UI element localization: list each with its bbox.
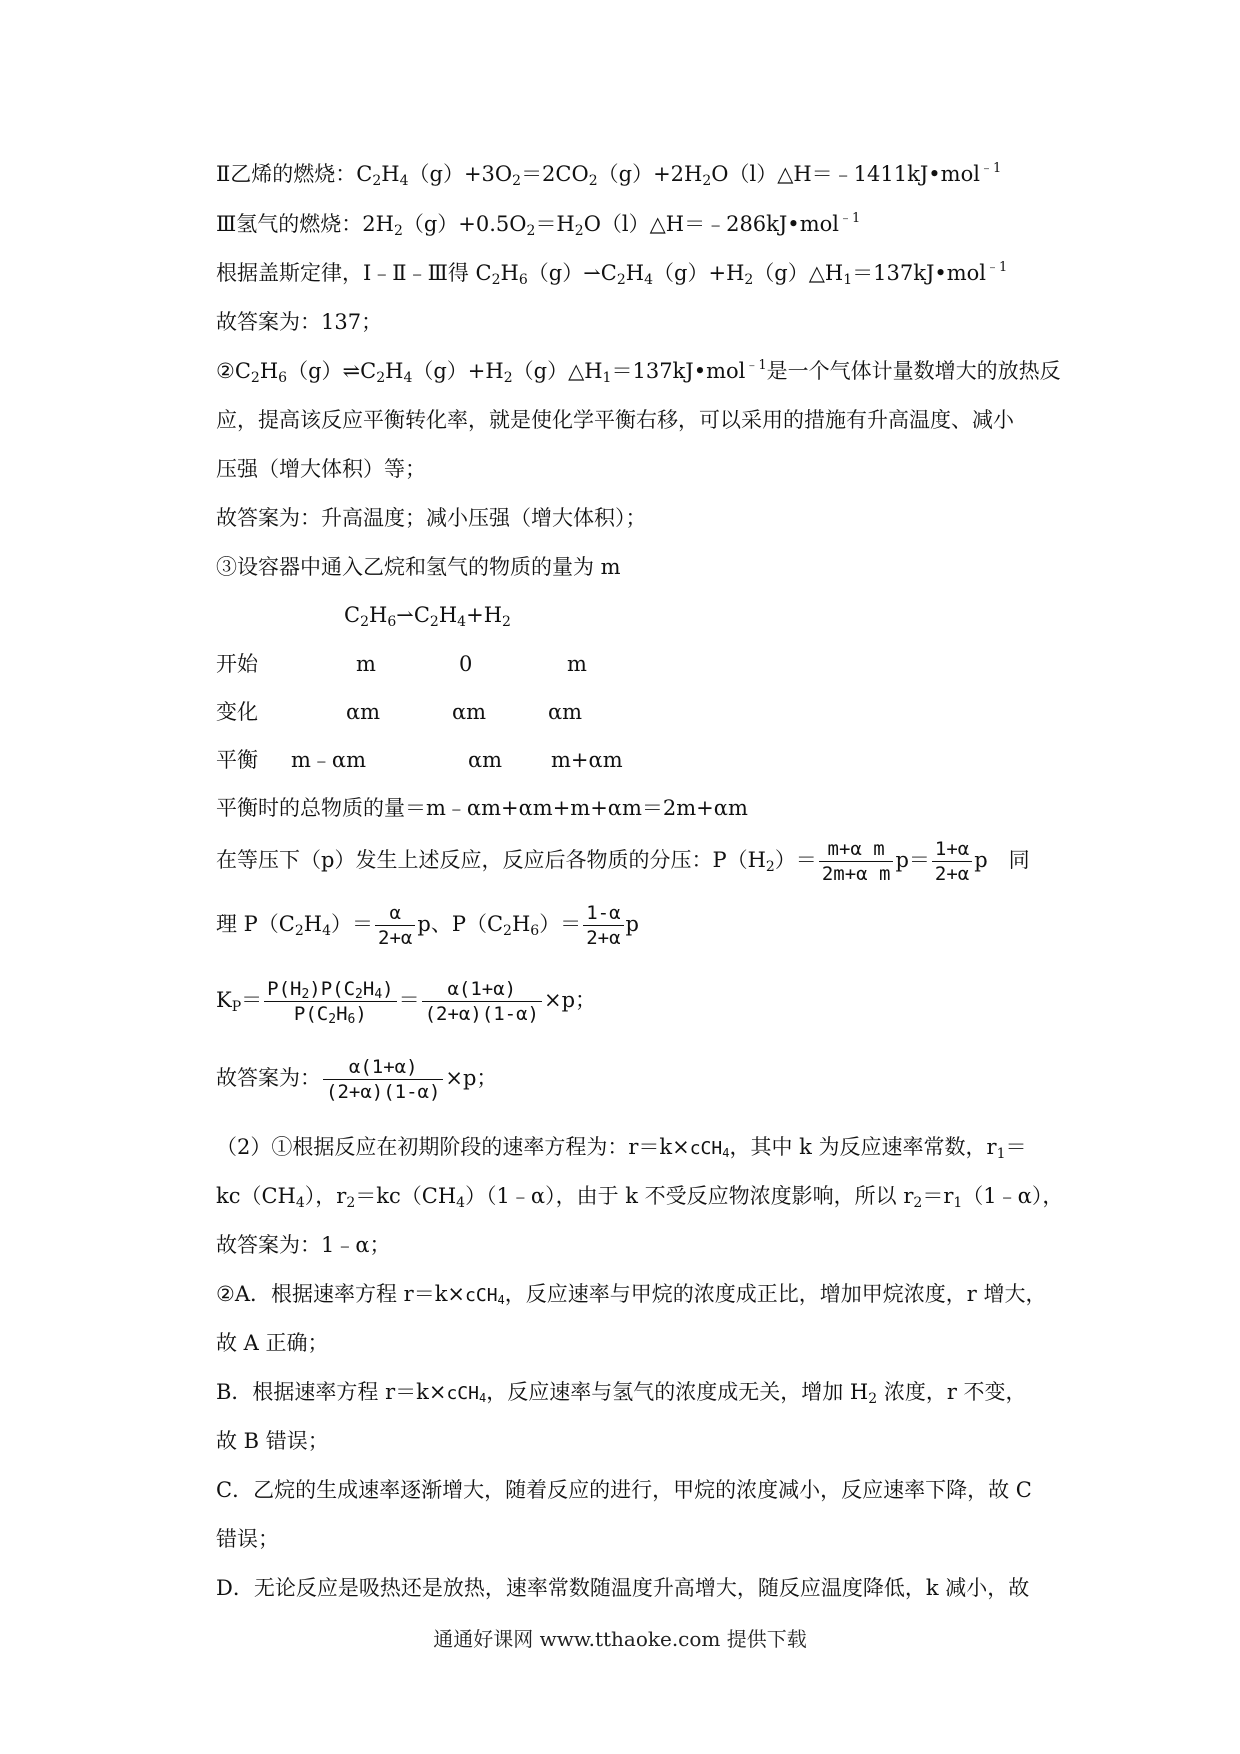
line-option-c-result: 错误； bbox=[216, 1527, 279, 1551]
ice-cell: m+αm bbox=[551, 748, 623, 772]
line-option-b-result: 故 B 错误； bbox=[216, 1429, 329, 1453]
line-answer-conditions: 故答案为：升高温度；减小压强（增大体积）； bbox=[216, 506, 647, 530]
ice-row-label: 开始 bbox=[216, 652, 258, 676]
line-equilibrium-reaction: $②C_2H_6(g)\rightleftharpoons C_2H_4(g)+H_2(g)\triangle H_1=137kJ•mol^{﹣1}$是一个气体计量数增大的放热反 bbox=[216, 358, 1061, 386]
line-paragraph-text: 压强（增大体积）等； bbox=[216, 457, 426, 481]
line-answer-kp: 故答案为： $\frac{\alpha(1+\alpha)}{(2+\alpha)(1-\alpha)}$ ×p； bbox=[216, 1056, 498, 1103]
line-option-d: D．无论反应是吸热还是放热，速率常数随温度升高增大，随反应温度降低，k 减小，故 bbox=[216, 1576, 1030, 1600]
fraction: $\frac{1-\alpha}{2+\alpha}$ bbox=[583, 902, 623, 949]
ice-cell: 0 bbox=[459, 652, 473, 676]
ice-row-label: 变化 bbox=[216, 700, 258, 724]
fraction: $\frac{\alpha}{2+\alpha}$ bbox=[375, 902, 415, 949]
line-option-a: ②A．根据速率方程 r＝k×cCH$_4$，反应速率与甲烷的浓度成正比，增加甲烷浓度，r 增大， bbox=[216, 1282, 1047, 1307]
ice-cell: m bbox=[567, 652, 587, 676]
line-paragraph-text: 应，提高该反应平衡转化率，就是使化学平衡右移，可以采用的措施有升高温度、减小 bbox=[216, 408, 1014, 432]
ice-cell: m bbox=[356, 652, 376, 676]
line-option-b: B．根据速率方程 r＝k×cCH$_4$，反应速率与氢气的浓度成无关，增加 $H_2$ 浓度，r 不变， bbox=[216, 1380, 1027, 1407]
ice-cell: αm bbox=[468, 748, 503, 772]
line-answer-137: 故答案为：137； bbox=[216, 310, 383, 334]
page-footer: 通通好课网 www.tthaoke.com 提供下载 bbox=[433, 1627, 807, 1651]
line-option-c: C．乙烷的生成速率逐渐增大，随着反应的进行，甲烷的浓度减小，反应速率下降，故 C bbox=[216, 1478, 1032, 1502]
line-rate-equation: （2）①根据反应在初期阶段的速率方程为：r＝k×cCH$_4$，其中 k 为反应速率常数，$r_1=$ bbox=[216, 1135, 1027, 1162]
ice-cell: m﹣αm bbox=[291, 748, 367, 772]
line-hess-law: 根据盖斯定律，Ⅰ﹣Ⅱ﹣Ⅲ得 $C_2H_6(g)⇀C_2H_4(g)+H_2(g)\triangle H_1=137kJ•mol^{﹣1}$ bbox=[216, 260, 1008, 288]
ice-cell: αm bbox=[346, 700, 381, 724]
line-partial-pressure-c2h4-c2h6: 理 $P(C_2H_4)=$ $\frac{\alpha}{2+\alpha}$ p、$P(C_2H_6)=$ $\frac{1-\alpha}{2+\alpha}$ p bbox=[216, 902, 639, 949]
ice-cell: αm bbox=[452, 700, 487, 724]
line-option-a-result: 故 A 正确； bbox=[216, 1331, 329, 1355]
line-reaction-header: $C_2H_6⇀C_2H_4+H_2$ bbox=[344, 603, 511, 630]
fraction: $\frac{P(H_2)P(C_2H_4)}{P(C_2H_6)}$ bbox=[264, 978, 396, 1025]
fraction: $\frac{\alpha(1+\alpha)}{(2+\alpha)(1-\alpha)}$ bbox=[422, 978, 542, 1025]
line-assumption: ③设容器中通入乙烷和氢气的物质的量为 m bbox=[216, 555, 621, 579]
line-ethylene-combustion: Ⅱ乙烯的燃烧：$C_2H_4(g)+3O_2=2CO_2(g)+2H_2O(l)\triangle H=﹣1411kJ•mol^{﹣1}$ bbox=[216, 161, 1002, 189]
line-total-moles: 平衡时的总物质的量＝m﹣αm+αm+m+αm＝2m+αm bbox=[216, 796, 748, 820]
line-kp-expression: $K_P=$ $\frac{P(H_2)P(C_2H_4)}{P(C_2H_6)}$ ＝ $\frac{\alpha(1+\alpha)}{(2+\alpha)(1-\alpha)}$ ×p； bbox=[216, 978, 597, 1027]
fraction: $\frac{\text{m+α m}}{\text{2m+α m}}$ bbox=[819, 838, 894, 885]
ice-row-label: 平衡 bbox=[216, 748, 258, 772]
line-rate-relation: $kc(CH_4)$，$r_2=kc(CH_4)(1﹣\alpha)$，由于 k 不受反应物浓度影响，所以 $r_2=r_1(1﹣\alpha)$， bbox=[216, 1184, 1064, 1211]
ice-cell: αm bbox=[548, 700, 583, 724]
line-answer-rate: 故答案为：1﹣α； bbox=[216, 1233, 391, 1257]
line-hydrogen-combustion: Ⅲ氢气的燃烧：$2H_2(g)+0.5O_2=H_2O(l)\triangle H=﹣286kJ•mol^{﹣1}$ bbox=[216, 211, 861, 239]
fraction: $\frac{1+\alpha}{2+\alpha}$ bbox=[932, 838, 972, 885]
fraction: $\frac{\alpha(1+\alpha)}{(2+\alpha)(1-\alpha)}$ bbox=[323, 1056, 443, 1103]
line-partial-pressure-h2: 在等压下（p）发生上述反应，反应后各物质的分压：$P(H_2)=$ $\frac{\text{m+α m}}{\text{2m+α m}}$ p＝ $\frac{1+\alpha}{2+\alpha}$ p 同 bbox=[216, 838, 1030, 885]
